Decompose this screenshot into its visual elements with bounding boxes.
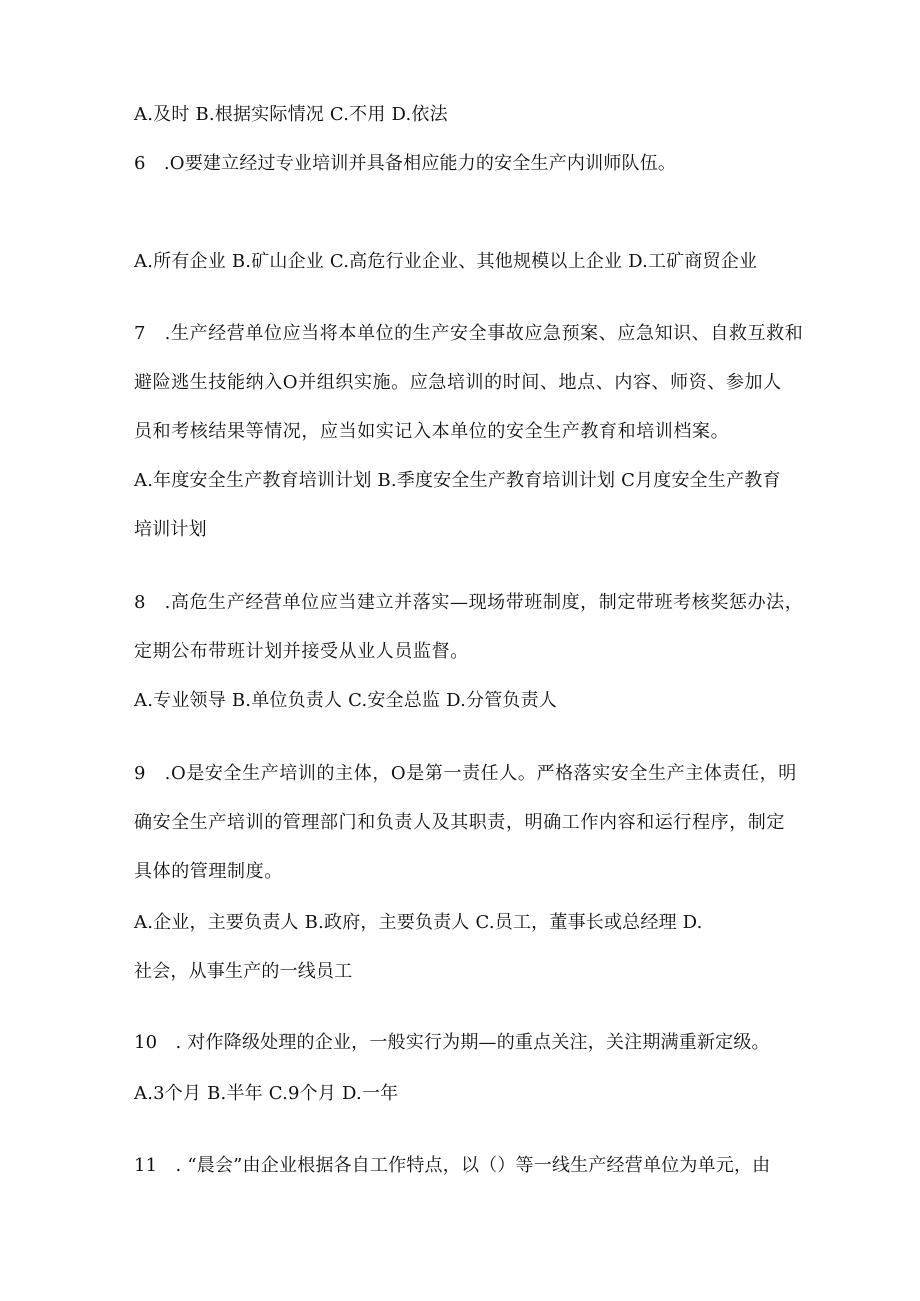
question-7-line-1: 7 .生产经营单位应当将本单位的生产安全事故应急预案、应急知识、自救互救和 (134, 323, 804, 344)
answer-options-q8: A.专业领导 B.单位负责人 C.安全总监 D.分管负责人 (134, 690, 557, 711)
question-9-line-3: 具体的管理制度。 (134, 861, 283, 882)
question-6: 6 .O要建立经过专业培训并具备相应能力的安全生产内训师队伍。 (134, 153, 677, 174)
answer-options-q7-line-2: 培训计划 (134, 519, 207, 540)
answer-options-q9-line-2: 社会，从事生产的一线员工 (134, 961, 353, 982)
question-8-line-1: 8 .高危生产经营单位应当建立并落实—现场带班制度，制定带班考核奖惩办法， (134, 592, 804, 613)
question-7-line-2: 避险逃生技能纳入O并组织实施。应急培训的时间、地点、内容、师资、参加人 (134, 372, 782, 393)
answer-options-q6: A.所有企业 B.矿山企业 C.高危行业企业、其他规模以上企业 D.工矿商贸企业 (134, 251, 758, 272)
question-7-line-3: 员和考核结果等情况，应当如实记入本单位的安全生产教育和培训档案。 (134, 421, 730, 442)
question-11-line-1: 11 . “晨会”由企业根据各自工作特点，以（）等一线生产经营单位为单元，由 (134, 1155, 771, 1176)
answer-options-q5: A.及时 B.根据实际情况 C.不用 D.依法 (134, 104, 448, 125)
question-8-line-2: 定期公布带班计划并接受从业人员监督。 (134, 641, 469, 662)
question-10: 10 . 对作降级处理的企业，一般实行为期—的重点关注，关注期满重新定级。 (134, 1032, 770, 1053)
answer-options-q9-line-1: A.企业，主要负责人 B.政府，主要负责人 C.员工，董事长或总经理 D. (134, 912, 703, 933)
question-9-line-1: 9 .O是安全生产培训的主体，O是第一责任人。严格落实安全生产主体责任，明 (134, 763, 797, 784)
answer-options-q7-line-1: A.年度安全生产教育培训计划 B.季度安全生产教育培训计划 C月度安全生产教育 (134, 470, 781, 491)
answer-options-q10: A.3个月 B.半年 C.9个月 D.一年 (134, 1083, 399, 1104)
question-9-line-2: 确安全生产培训的管理部门和负责人及其职责，明确工作内容和运行程序，制定 (134, 812, 785, 833)
